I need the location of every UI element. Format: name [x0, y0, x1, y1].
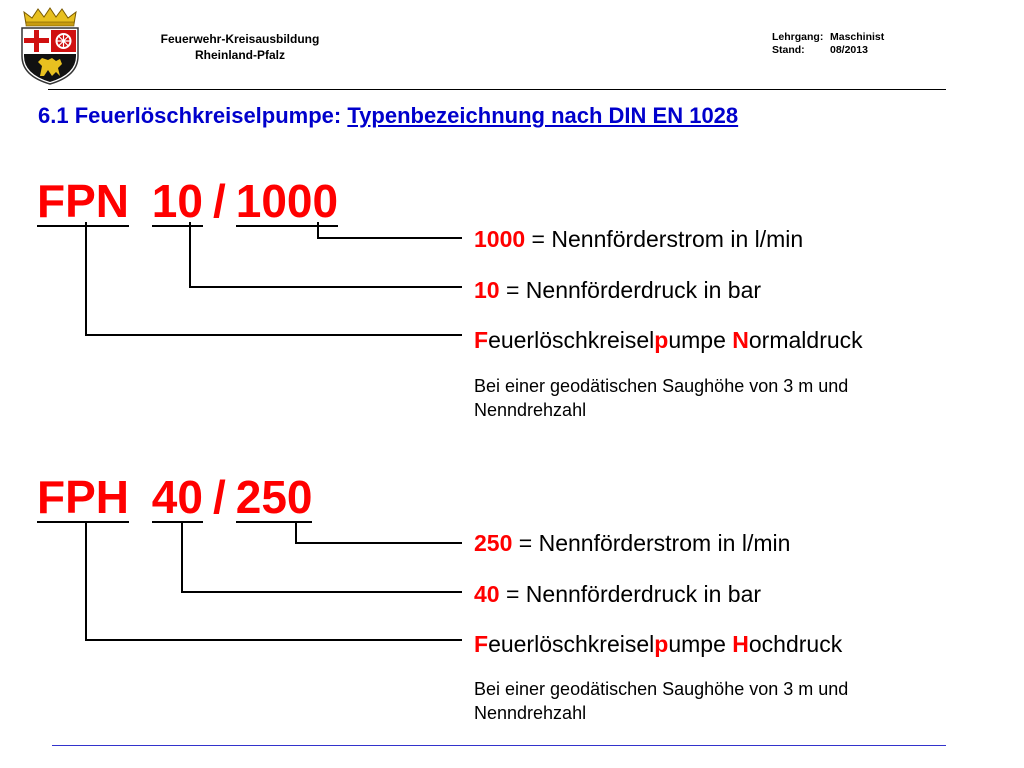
fpn-flow-description [474, 226, 803, 252]
connector-fph-pressure [182, 522, 462, 592]
pump-code-fpn [37, 175, 339, 227]
fph-pressure-description [474, 581, 761, 607]
name-letter-h: H [732, 631, 749, 657]
fph-flow-description [474, 530, 790, 556]
name-letter-f: F [474, 327, 489, 353]
code-flow-segment: 250 [235, 471, 313, 523]
footer-divider [52, 745, 946, 746]
pressure-value: 10 [474, 277, 500, 303]
name-letter-p: p [654, 631, 669, 657]
connector-fph-type [86, 522, 462, 640]
name-part: euerlöschkreisel [488, 327, 655, 353]
pump-code-fph [37, 471, 313, 523]
fph-name-description [474, 631, 842, 657]
course-value: Maschinist [830, 31, 885, 43]
course-label: Lehrgang: [772, 31, 824, 43]
stand-label: Stand: [772, 44, 805, 56]
flow-text: = Nennförderstrom in l/min [525, 226, 804, 252]
code-slash: / [212, 175, 226, 227]
name-letter-n: N [732, 327, 749, 353]
code-pressure-segment: 10 [151, 175, 203, 227]
pressure-text: = Nennförderdruck in bar [499, 581, 762, 607]
name-part: euerlöschkreisel [488, 631, 655, 657]
flow-value: 1000 [474, 226, 526, 252]
title-underlined: Typenbezeichnung nach DIN EN 1028 [347, 103, 739, 128]
code-type-segment: FPN [37, 175, 129, 227]
code-type-segment: FPH [37, 471, 129, 523]
name-letter-f: F [474, 631, 489, 657]
name-letter-p: p [654, 327, 669, 353]
name-part: ormaldruck [748, 327, 863, 353]
name-part: ochdruck [748, 631, 843, 657]
code-flow-segment: 1000 [235, 175, 339, 227]
org-line-1: Feuerwehr-Kreisausbildung [160, 32, 320, 46]
code-pressure-segment: 40 [151, 471, 203, 523]
title-prefix: 6.1 Feuerlöschkreiselpumpe: [38, 103, 342, 128]
connector-fph-flow [296, 522, 462, 543]
fph-note: Bei einer geodätischen Saughöhe von 3 m und Nenndrehzahl [474, 679, 849, 723]
pressure-value: 40 [474, 581, 500, 607]
name-part: umpe [668, 631, 733, 657]
stand-value: 08/2013 [830, 44, 868, 56]
fpn-pressure-description [474, 277, 761, 303]
pressure-text: = Nennförderdruck in bar [499, 277, 762, 303]
connector-fpn-pressure [190, 222, 462, 287]
connector-fpn-flow [318, 222, 462, 238]
fpn-name-description [474, 327, 863, 353]
code-slash: / [212, 471, 226, 523]
flow-value: 250 [474, 530, 513, 556]
name-part: umpe [668, 327, 733, 353]
flow-text: = Nennförderstrom in l/min [512, 530, 791, 556]
org-line-2: Rheinland-Pfalz [194, 48, 285, 62]
fpn-note: Bei einer geodätischen Saughöhe von 3 m und Nenndrehzahl [474, 376, 849, 420]
